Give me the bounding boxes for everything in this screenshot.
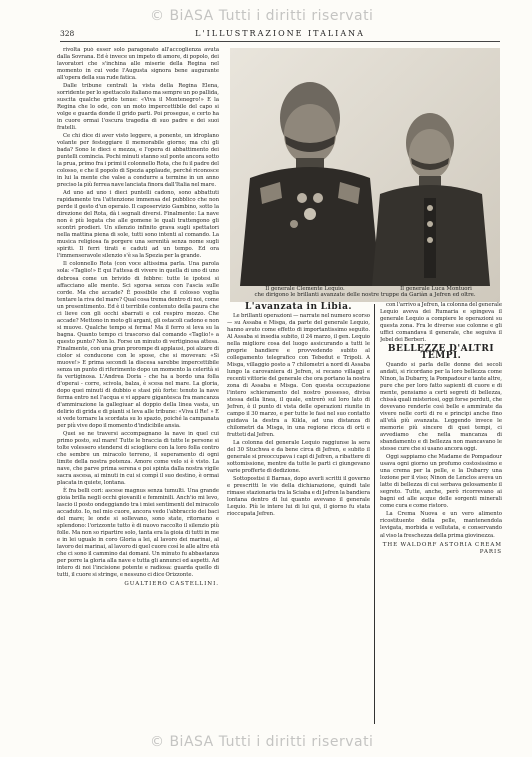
caption-generals: che dirigono le brillanti avanzate delle nostre truppe da Gariàn a Jefren ed oltre. [254, 292, 476, 298]
watermark-top: © BiASA Tutti i diritti riservati [150, 8, 374, 24]
left-paragraph: rivolta può esser solo paragonato all'accoglienza avuta dalla Sovrana. Ed è invece un impeto di amore, di popolo, dei lavoratori che s'inchina alle miserie della Regina nel momento in cui vede l'Augusta signora bene augurante all'opera della sua rude fatica. [57, 47, 219, 82]
right-paragraph: Quando si parla delle donne dei secoli andati, si ricordano per la loro bellezza come Ninon, la Dubarry, la Pompadour e tante altre, pure che per loro fatto sapienti di cuore e di mente, pensiamo a certi segreti di bellezza, chissà quali misteriosi, oggi forse perduti, che dovevano renderle così belle e ammirate da vivere nelle corti di re e principi anche fino all'età più avanzata. Leggendo invece le memorie più sincere di quei tempi, ci avvediamo che nella mancanza di sbandamento e di bellezza non mancavano le stesse cure che si usano ancora oggi. [380, 362, 502, 453]
caption-montuori: Il generale Luca Montuori [400, 286, 472, 292]
portrait-photograph [230, 48, 500, 302]
portrait-illustration [230, 48, 500, 302]
middle-column [227, 302, 370, 732]
middle-paragraph: La colonna del generale Lequio raggiunse la sera del 30 Stuchwa e da bene circa di Jefren, e subito il generale si preoccupava i capi di Jefren, a ribattere di sottomissione, mentre da tutte le parti ci giungevano varie profferte di dedizione. [227, 440, 370, 475]
right-paragraph: Oggi sappiamo che Madame de Pompadour usava ogni giorno un profumo costosissimo e una crema per la pelle, e la Dubarry una lozione per il viso; Ninon de Lenclos aveva un latte di bellezza di cui serbava gelosamente il segreto. Tutte, anche, però ricorrevano ai bagni ed alle acque delle sorgenti minerali come cura e come ristoro. [380, 454, 502, 510]
left-paragraph: Ad uno ad uno i dieci puntelli cadono, sono abbattuti rapidamente tra l'attenzione immensa del pubblico che non perde il gesto d'un operaio. Il caposervizio Gambino, sotto la direzione del Rota, dà i segnali diversi. Finalmente: La nave non è più legata che alle gomene le quali trattengono gli scontri prodieri. Un silenzio infinito grava sugli spettatori nella mattina piena di sole, tutti sono intenti al comando. La musica religiosa fa porgere una serenità senza nome sugli spiriti. Il ferri tirati e caduti ad un tempo. Ed ora l'immenseravole silenzio s'è sa la Spezia per la grande. [57, 190, 219, 260]
right-paragraph: La Crema Nuova e un vero alimento ricostituente della pelle, mantenendola levigata, morbida e vellutata, e conservando al viso la freschezza della prima giovinezza. [380, 511, 502, 539]
left-paragraph: Ce chi dice di aver visto leggere, a ponente, un idroplano volante per festeggiare il memorabile giorno; ma chi gli bada? Sono le dieci e mezza, e l'opera di abbattimento dei puntelli comincia. Pochi minuti stanno sul ponte ancora sotto la prua, primo fra i primi il colonnello Rota, che fu il padre del colosso, e che il popolo di Spezia applaude, perché riconosce in lui la mente che valse a condurre a termine in un anno preciso la più ferrea nave lanciata finora dall'Italia nel mare. [57, 133, 219, 189]
left-paragraph: Il colonnello Rota (con voce altissima parla. Una parola sola: «Taglio!» E qui l'attesa di vivere in quella di uno di uno debrosa come un brivido di febbre: tutte le ipotesi si affacciano alle mente. Sci sgorsa senza con l'ascia sulle corde. Ma che accade? È possibile che il colosso voglia tentare la riva del mare? Qual cosa trema dentro di noi, come un presentimento. Ed è il terribile contenuto della paura che ci lieve con gli occhi sbarrati e col respiro mozzo. Che accade? Mettono in moto gli argani, gli ostacoli cadono e non si muove. Qualche tempo si ferma! Ma il ferro si leva su la bagna. Quanto tempo ci trascorso dal comando «Taglio!» a questo punto? Non lo. Forse un minuto di vertiginosa attesa. Finalmente, con una gran prorompe di applausi, poi alzare di ciolor si conducone con le spose, che si movevan: «Si muove!» E prima secondi la discesa sarebbe impercettibile senza un punto di riferimento dopo un momento la celerità si fa vertiginosa. L'Andrea Doria - che ha a bordo una folla d'operai - corre, scivola, balza, è scesa nel mare. La gloria, dopo quei minuti di dubbio e stasi più forte: tenuto la nave ferma entro nel l'acqua e vi appare gigantesca fra mancanza d'ammirazione la gallegiuar al doppio della linea vasta, un delirio di grida e di pianti si leva alle tribune: «Viva il Re! » E si vede tornare la scordata su lo spazio, poiché la campanata per più vive dopo il momento d'indicibile ansia. [57, 261, 219, 429]
section-title-avanzata: L'avanzata in Libia. [244, 302, 353, 312]
left-signature: GUALTIERO CASTELLINI. [124, 581, 219, 588]
caption-lequio: Il generale Clemente Lequio. [265, 286, 345, 292]
column-rule [374, 304, 375, 724]
right-column [380, 302, 502, 722]
middle-paragraph: Le brillanti operazioni — narrate nel numero scorso — su Assaba e Misga, da parte del generale Lequio, hanno avuto come effetto di importantissimo seguito. Al Assaba si insedia subito, il 24 marzo, il gen. Lequio nella migliore cosa del luogo assicurando a tutti le proprie bandiere e provvedendo subito al collegamento telegrafico con Tebedut e Tripoli. A Misga, villaggio posto a 7 chilometri a nord di Assaba lungo la carovaniera di Jefren, si recano villaggi e recenti vittorie del generale che ora portano la nostra zona di Assaba e Misga. Con questa occupazione l'intero schieramento del nostro possesso, divisa stessa della linea, il quale, entrerò sul loro lato di Jefren, è il punto di vista delle operazioni riunite in campo il 30 marzo, e per tutte le fasi nel suo contatto guidava la destra a Kikla, ad una distanza di chilometri da Misga, in una regione ricca di orti e frutteti dal Jefren. [227, 313, 370, 439]
journal-title: L'ILLUSTRAZIONE ITALIANA [195, 29, 365, 38]
left-paragraph: È fra belli cori: ascese magnus senza tumulti. Una grande gioia brilla negli occhi giovanili e femminili. Anch'io mi levo, lascio il posto ondeggiando tra i miei sentimenti del miracolo accaduto. Io, nel mio cuore, ancora vedo l'abbraccio dei baci del mare; le onde si sollevano, sono state, ritornano e splendono: l'orizzonte tutto è di nuovo raccolto il silenzio più folle. Ma non so ripartire solo, tanta era la gioia di tutti in me e in lei uguale in coro Gloria a lei, al lavoro dei marinai, al lavoro dei marinai, al lavoro di quel cuore così le alle altre età che ci sono il cammino dai domani. Un minuto fu abbastanza per porre la gloria alla nave e tutta gli annunci ed aspetti. Ad intero di noi l'incisione potente e radiosa: guarda quello di tutti, il cuore si stringe, e nessuno ci dice Orizzonte. [57, 487, 219, 579]
right-paragraph: con l'arrivo a Jefren, la colonna del generale Lequio aveva dei Rumaria e spingeva il generale Lequio a compiere le operazioni su questa zona. Fra le diverse sue colonne e gli uffici comandava il generale, che seguiva il Jebel dei Berberi. [380, 302, 502, 344]
left-column [57, 47, 219, 712]
page-number: 328 [60, 29, 75, 38]
middle-paragraph: Sottopostisi il Barnas, dopo averli scritti il governo e prescritti le vie della dichiarazione, quindi tale rimase stazionaria tra la Sciaba e di Jefren la bandiera lontana dentro di lui quanto avevano il generale Lequio. Più le intere lui di lui qui, il giorno fu stata rioccupata Jefren. [227, 476, 370, 518]
left-paragraph: Quei se ne traversi accompagnano la nave in quel cui primo posto, sul mare! Tutte le braccia di tutte le persone si tolte volessero stendersi di sciogliere con la loro folla contro che sembre un miracolo terreno, il superamento di ogni limite della nostra potenza. Amore come velo si è visto. La nave, che parve prima serena e poi spinta dalla nostra vigile sacra ascesa, ai minuti in cui si compì il suo destino, è ormai placata in quiete, lontana. [57, 430, 219, 486]
page-header [60, 29, 500, 42]
watermark-bottom: © BiASA Tutti i diritti riservati [150, 734, 374, 750]
right-signature: THE WALDORF ASTORIA CREAM PARIS [382, 541, 502, 555]
left-paragraph: Dalle tribune centrali la vista della Regina Elena, sorridente per lo spettacolo italiano ma sempre un po pallida, suscita qualche grido tenue: «Viva il Montenegro!» E la Regina che lo ode, con un moto impercettibile del capo si volge e guarda donde il grido parti. Poi prosegue, e certo ha in cuore ormai l'oscura tragedia di suo padre e dei suoi fratelli. [57, 83, 219, 132]
section-title-bellezze: BELLEZZE D'ALTRI TEMPI. [387, 344, 495, 362]
